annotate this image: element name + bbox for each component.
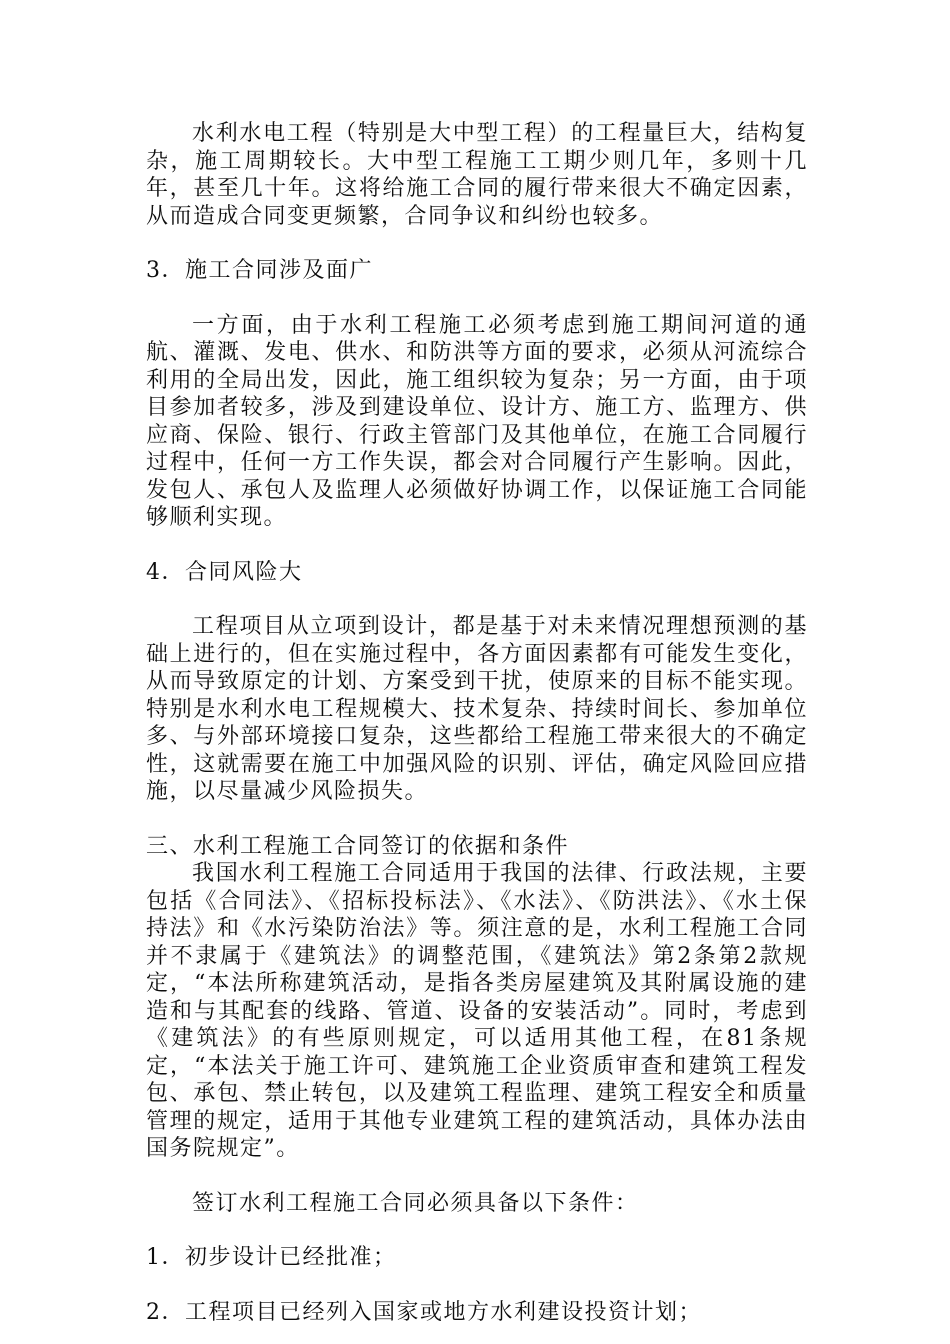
- paragraph-legal-basis: 我国水利工程施工合同适用于我国的法律、行政法规，主要包括《合同法》、《招标投标法》、《水法》、《防洪法》、《水土保持法》和《水污染防治法》等。须注意的是，水利工程施工合同并不隶属于《建筑法》的调整范围，《建筑法》第2条第2款规定，“本法所称建筑活动，是指各类房屋建筑及其附属设施的建造和与其配套的线路、管道、设备的安装活动”。同时，考虑到《建筑法》的有些原则规定，可以适用其他工程，在81条规定，“本法关于施工许可、建筑施工企业资质审查和建筑工程发包、承包、禁止转包，以及建筑工程监理、建筑工程安全和质量管理的规定，适用于其他专业建筑工程的建筑活动，具体办法由国务院规定”。: [146, 861, 808, 1161]
- list-item-condition-1: 1．初步设计已经批准；: [146, 1245, 397, 1270]
- document-page: [146, 120, 808, 1326]
- paragraph-conditions-intro: 签订水利工程施工合同必须具备以下条件：: [192, 1190, 639, 1216]
- paragraph-contract-risk: 工程项目从立项到设计，都是基于对未来情况理想预测的基础上进行的，但在实施过程中，各方面因素都有可能发生变化，从而导致原定的计划、方案受到干扰，使原来的目标不能实现。特别是水利水电工程规模大、技术复杂、持续时间长、参加单位多、与外部环境接口复杂，这些都给工程施工带来很大的不确定性，这就需要在施工中加强风险的识别、评估，确定风险回应措施，以尽量减少风险损失。: [146, 614, 808, 804]
- section-heading-basis-and-conditions: 三、水利工程施工合同签订的依据和条件: [146, 833, 570, 859]
- paragraph-contract-scope: 一方面，由于水利工程施工必须考虑到施工期间河道的通航、灌溉、发电、供水、和防洪等方面的要求，必须从河流综合利用的全局出发，因此，施工组织较为复杂；另一方面，由于项目参加者较多，涉及到建设单位、设计方、施工方、监理方、供应商、保险、银行、行政主管部门及其他单位，在施工合同履行过程中，任何一方工作失误，都会对合同履行产生影响。因此，发包人、承包人及监理人必须做好协调工作，以保证施工合同能够顺利实现。: [146, 312, 808, 530]
- heading-contract-risk: 4．合同风险大: [146, 559, 303, 585]
- list-item-condition-2: 2．工程项目已经列入国家或地方水利建设投资计划；: [146, 1299, 702, 1325]
- heading-contract-scope: 3．施工合同涉及面广: [146, 258, 373, 283]
- paragraph-project-scale: 水利水电工程（特别是大中型工程）的工程量巨大，结构复杂，施工周期较长。大中型工程施工工期少则几年，多则十几年，甚至几十年。这将给施工合同的履行带来很大不确定因素，从而造成合同变更频繁，合同争议和纠纷也较多。: [146, 121, 808, 229]
